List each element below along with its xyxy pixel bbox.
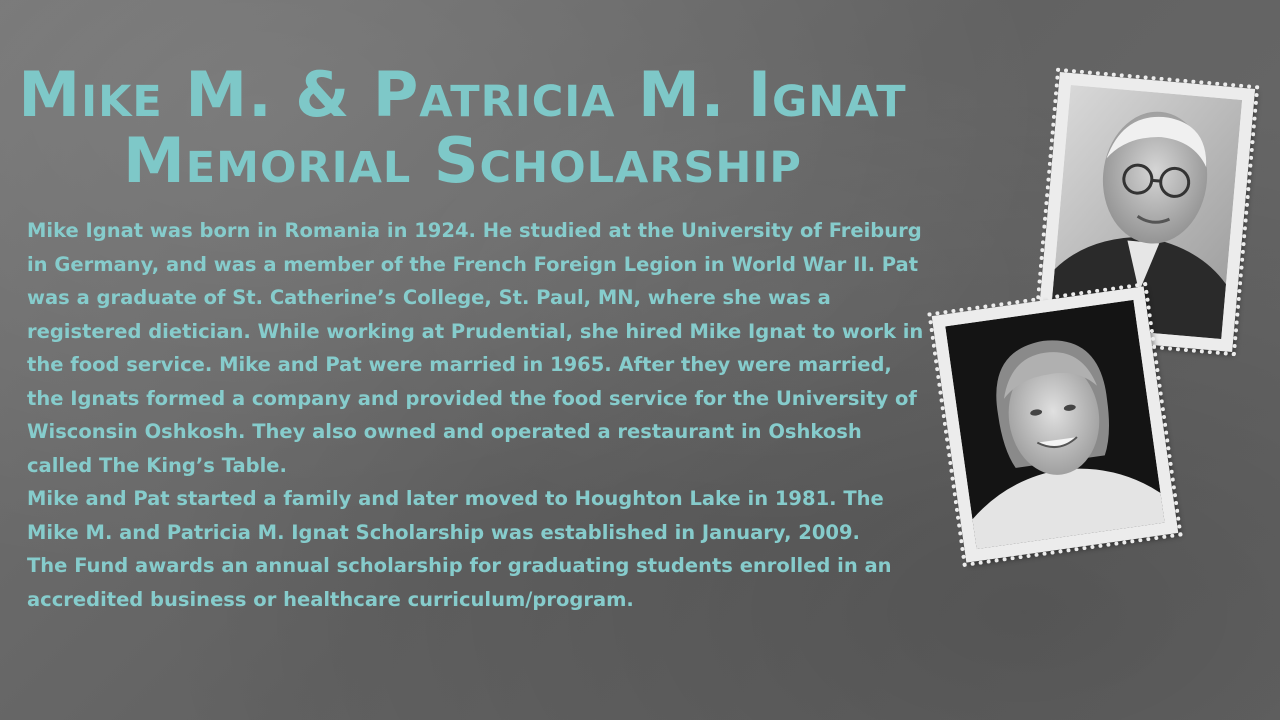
page-title <box>0 58 925 197</box>
biography-text <box>27 214 927 616</box>
title-line-1: Mike M. & Patricia M. Ignat <box>18 58 907 131</box>
portrait-woman-image <box>945 300 1164 549</box>
title-line-2: Memorial Scholarship <box>123 124 802 197</box>
biography-paragraph: Mike Ignat was born in Romania in 1924. He studied at the University of Freiburg in Germany, and was a member of the French Foreign Legion in World War II. Pat was a graduate of St. Catherine’s College, St. Paul, MN, where she was a registered dietician. While working at Prudential, she hired Mike Ignat to work in the food service. Mike and Pat were married in 1965. After they were married, the Ignats formed a company and provided the food service for the University of Wisconsin Oshkosh. They also owned and operated a restaurant in Oshkosh called The King’s Table. <box>27 219 924 477</box>
photo-patricia-ignat <box>932 286 1179 562</box>
biography-paragraph: Mike and Pat started a family and later moved to Houghton Lake in 1981. The Mike M. and Patricia M. Ignat Scholarship was established in January, 2009. <box>27 487 884 544</box>
biography-paragraph: The Fund awards an annual scholarship for graduating students enrolled in an accredited business or healthcare curriculum/program. <box>27 554 892 611</box>
